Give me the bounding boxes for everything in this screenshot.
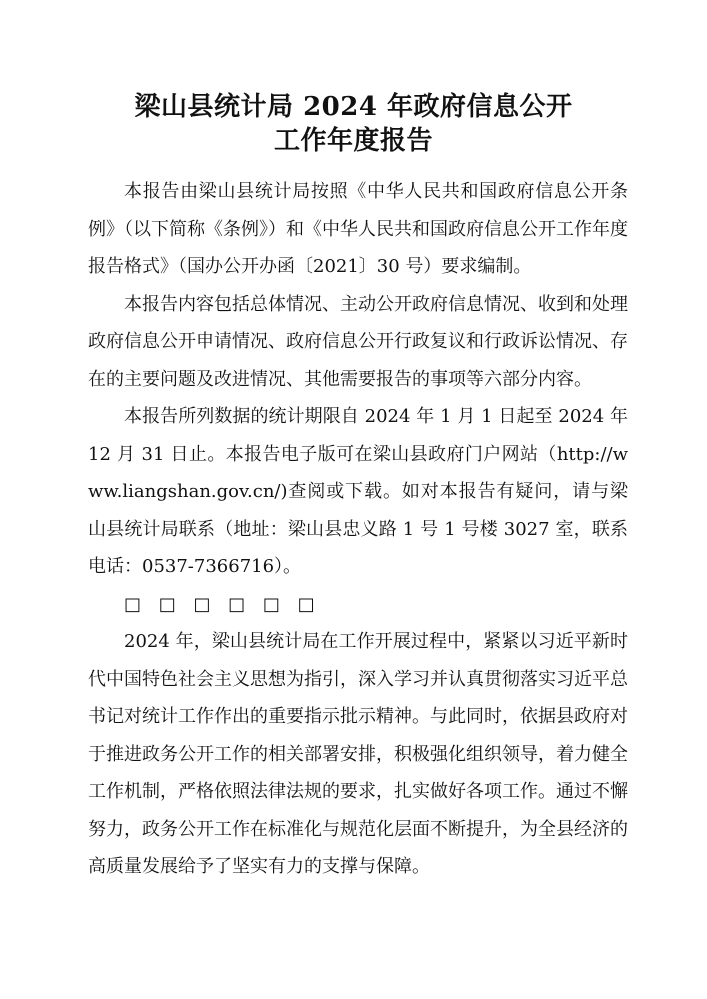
section-heading: □ □ □ □ □ □ <box>124 593 321 615</box>
contents-paragraph: 本报告内容包括总体情况、主动公开政府信息情况、收到和处理政府信息公开申请情况、政府信息公开行政复议和行政诉讼情况、存在的主要问题及改进情况、其他需要报告的事项等六部分内容。 <box>88 293 628 390</box>
document-title-line-2: 工作年度报告 <box>273 126 433 156</box>
overview-paragraph: 2024 年，梁山县统计局在工作开展过程中，紧紧以习近平新时代中国特色社会主义思想为指引，深入学习并认真贯彻落实习近平总书记对统计工作作出的重要指示批示精神。与此同时，依据县政府对于推进政务公开工作的相关部署安排，积极强化组织领导，着力健全工作机制，严格依照法律法规的要求，扎实做好各项工作。通过不懈努力，政务公开工作在标准化与规范化层面不断提升，为全县经济的高质量发展给予了坚实有力的支撑与保障。 <box>88 631 628 877</box>
intro-paragraph: 本报告由梁山县统计局按照《中华人民共和国政府信息公开条例》（以下简称《条例》）和《中华人民共和国政府信息公开工作年度报告格式》（国办公开办函〔2021〕30 号）要求编制。 <box>88 181 628 277</box>
document-title-line-1: 梁山县统计局 2024 年政府信息公开 <box>134 92 573 122</box>
period-contact-paragraph: 本报告所列数据的统计期限自 2024 年 1 月 1 日起至 2024 年 12 月 31 日止。本报告电子版可在梁山县政府门户网站（http://www.liangshan.gov.cn/)查阅或下载。如对本报告有疑问，请与梁山县统计局联系（地址：梁山县忠义路 1 号 1 号楼 3027 室，联系电话：0537-7366716）。 <box>88 406 628 577</box>
document-body <box>88 173 628 886</box>
